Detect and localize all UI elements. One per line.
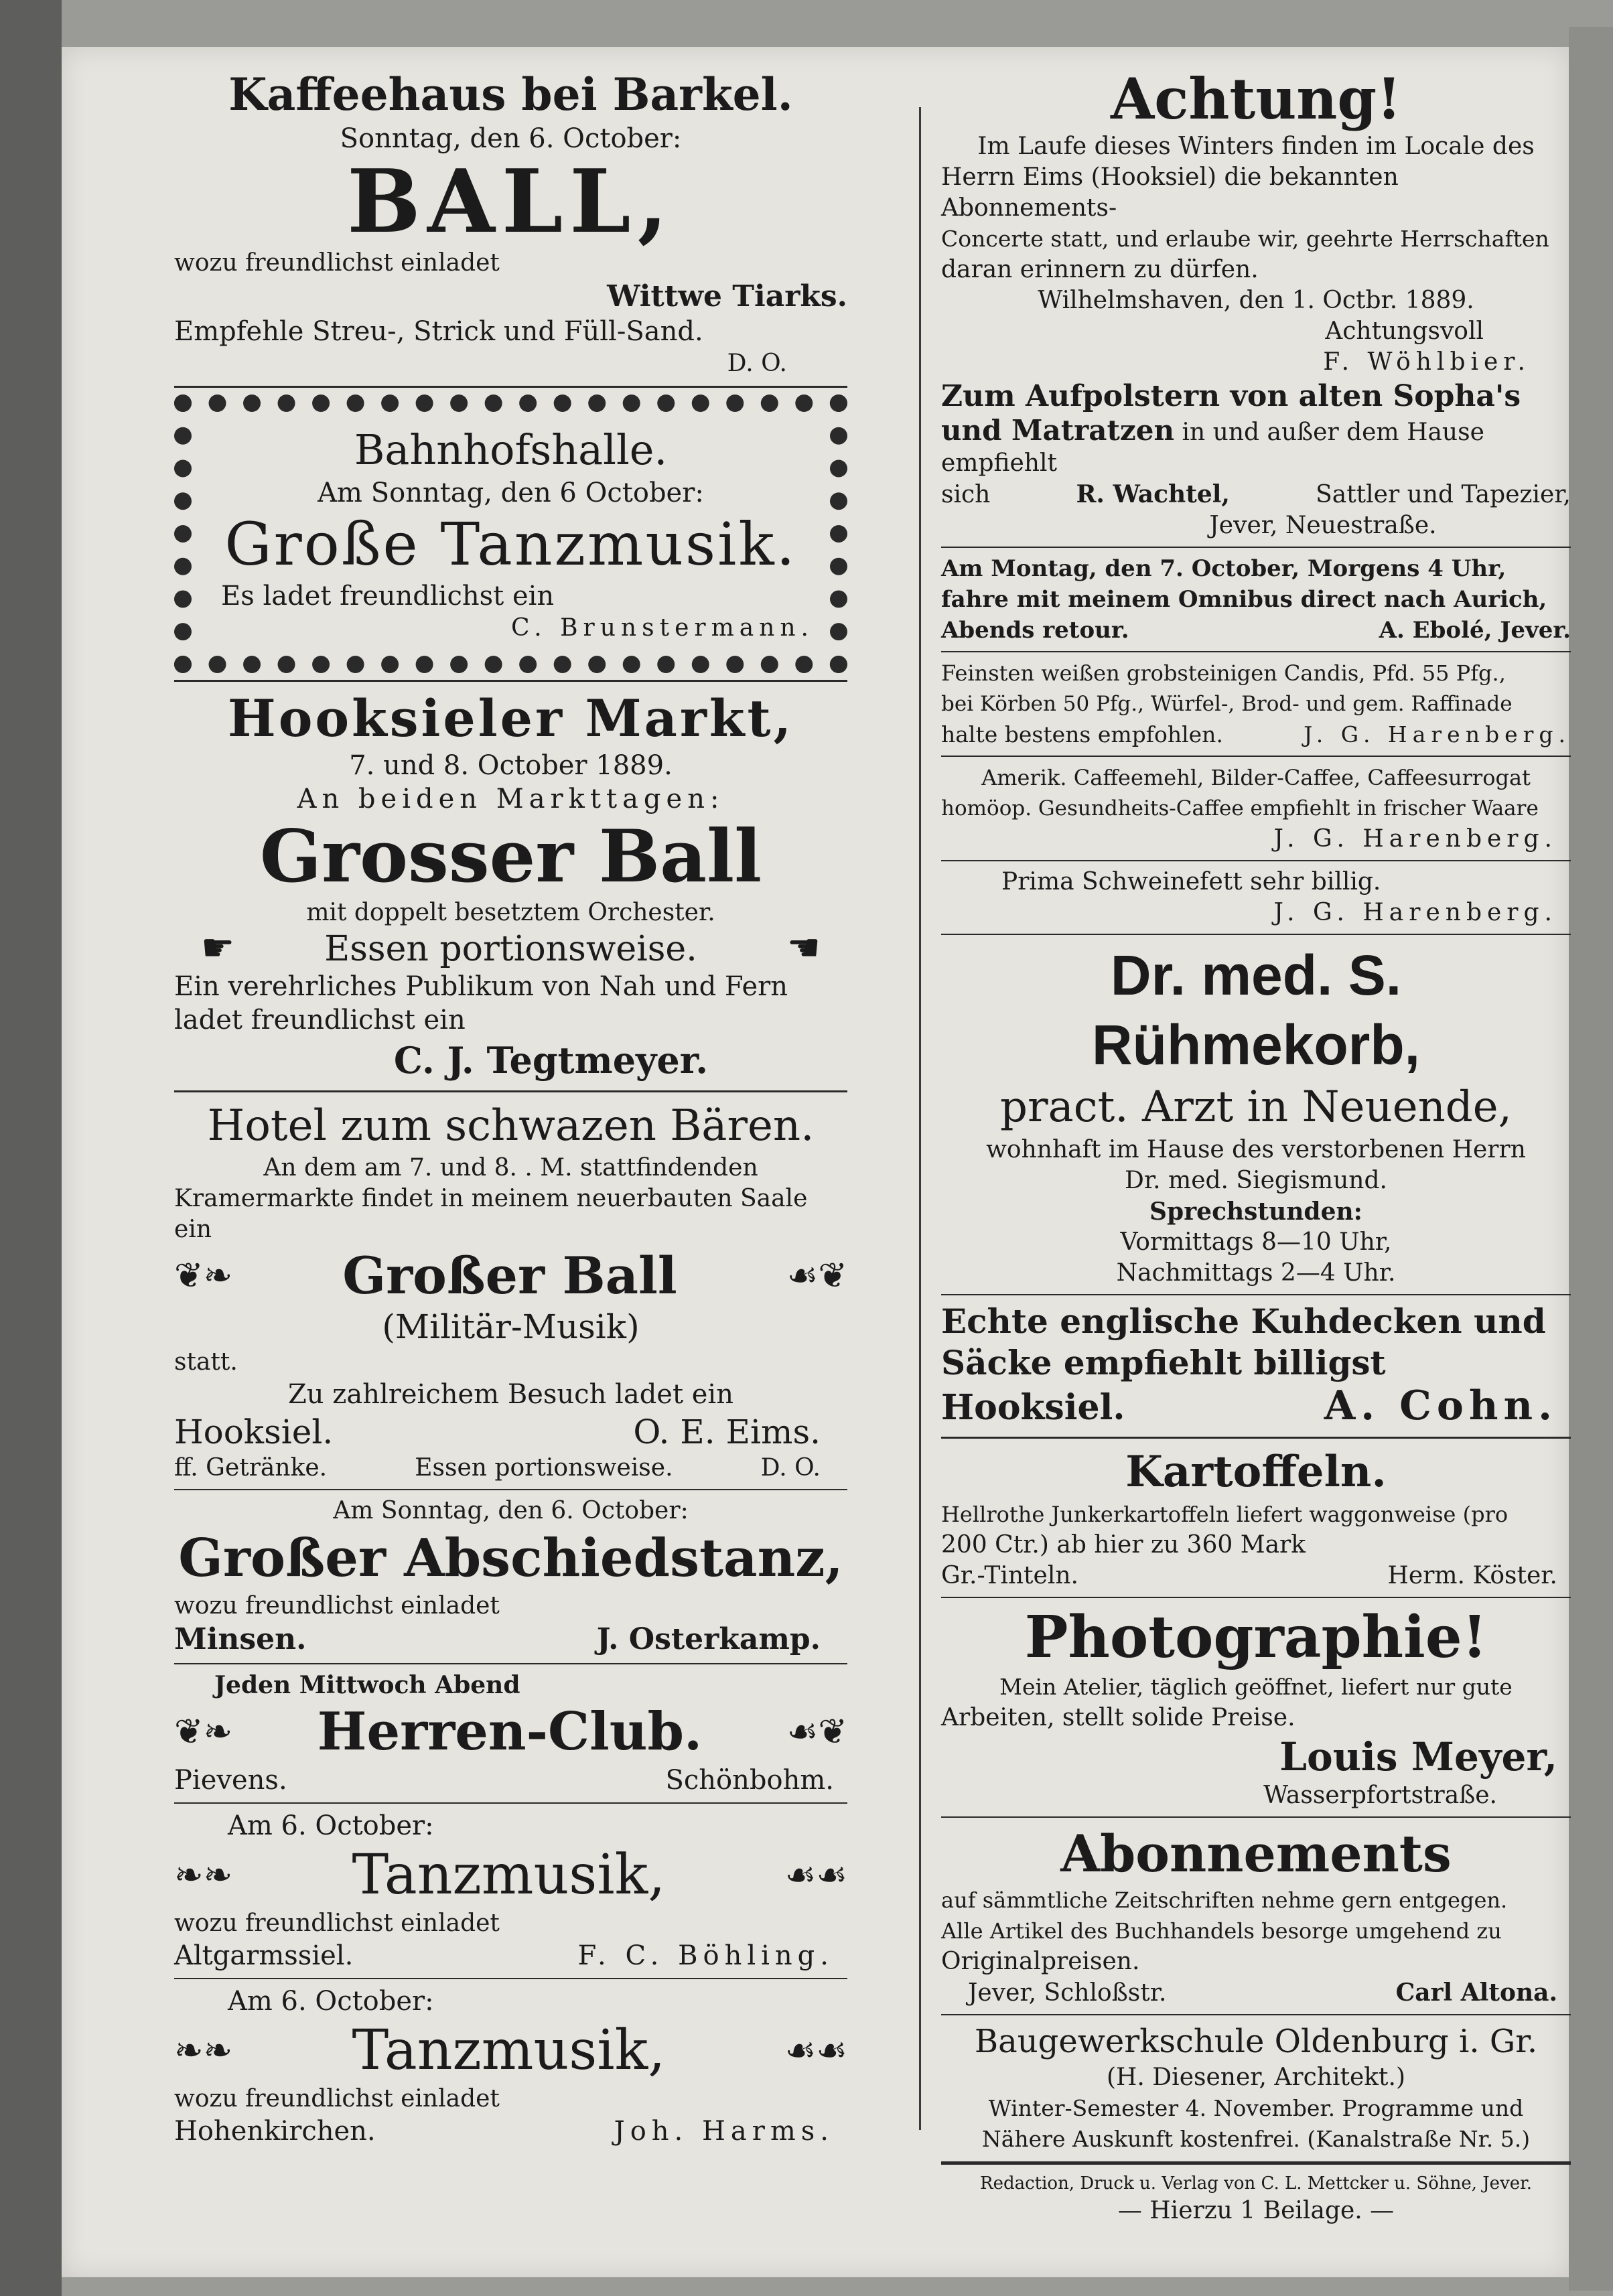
separator [174, 386, 847, 388]
separator [941, 2161, 1571, 2165]
ad-kartoffeln [941, 1445, 1571, 1591]
ad-initials: D. O. [760, 1454, 821, 1482]
separator [941, 2014, 1571, 2015]
ad-date: Am Sonntag, den 6. October: [333, 1497, 689, 1524]
ad-host: Carl Altona. [1395, 1979, 1557, 2007]
ad-hooksieler-markt [174, 689, 847, 1084]
separator [174, 1663, 847, 1664]
ad-food: Essen portionsweise. [415, 1454, 673, 1482]
ornament-right-icon: ☙☙ [784, 2031, 847, 2071]
ad-line: fahre mit meinem Omnibus direct nach Aurich, [941, 586, 1547, 613]
book-spine [0, 0, 62, 2296]
left-column [174, 67, 847, 2148]
ad-title: Dr. med. S. Rühmekorb, [1091, 944, 1421, 1076]
ad-host: C. J. Tegtmeyer. [393, 1039, 709, 1082]
ad-line: Zum Aufpolstern von alten Sopha's [941, 379, 1521, 413]
ad-abschiedstanz [174, 1496, 847, 1658]
ad-headline: Tanzmusik, [352, 1843, 666, 1907]
ad-top: Jeden Mittwoch Abend [214, 1671, 520, 1699]
ad-line: Originalpreisen. [941, 1948, 1140, 1975]
ad-line: in und außer dem Hause empfiehlt [941, 419, 1484, 477]
ad-kuhdecken [941, 1301, 1571, 1430]
ad-bahnhofshalle [174, 394, 847, 673]
ornament-left-icon: ❧❧ [174, 2031, 233, 2071]
separator [174, 1978, 847, 1979]
ad-line: Säcke empfiehlt billigst [941, 1343, 1386, 1382]
ad-invite: wozu freundlichst einladet [174, 1910, 500, 1937]
ad-title: Hooksieler Markt, [227, 689, 794, 748]
ad-line: Ein verehrliches Publikum von Nah und Fern [174, 971, 788, 1002]
ad-host: C. Brunstermann. [510, 614, 814, 642]
ad-orchestra: mit doppelt besetztem Orchester. [306, 899, 715, 926]
ad-hours-label: Sprechstunden: [1149, 1198, 1362, 1226]
ornament-right-icon: ☙❦ [786, 1256, 847, 1296]
ad-title: Achtung! [1111, 66, 1401, 132]
ad-extra: Empfehle Streu-, Strick und Füll-Sand. [174, 316, 703, 347]
ad-host: A. Ebolé, Jever. [1379, 617, 1571, 644]
ad-host: O. E. Eims. [633, 1413, 821, 1451]
ad-host: J. G. Harenberg. [1304, 721, 1571, 747]
ad-line: Abends retour. [941, 617, 1129, 644]
ornament-left-icon: ❧❧ [174, 1855, 233, 1895]
ad-line: Mein Atelier, täglich geöffnet, liefert nur gute [999, 1674, 1513, 1700]
ad-place: Minsen. [174, 1622, 307, 1656]
ad-doctor [941, 940, 1571, 1289]
pointing-hand-right-icon: ☛ [201, 926, 235, 970]
ad-hours: Vormittags 8—10 Uhr, [1120, 1228, 1392, 1256]
ad-line: und Matratzen [941, 414, 1175, 447]
ad-host: J. G. Harenberg. [1273, 825, 1557, 853]
ad-host: Schönbohm. [665, 1765, 834, 1796]
ad-line: wohnhaft im Hause des verstorbenen Herrn [986, 1136, 1526, 1163]
ad-kaffeehaus [174, 67, 847, 379]
separator [941, 651, 1571, 652]
ad-host: Herm. Köster. [1387, 1562, 1557, 1589]
ad-date: Am 6. October: [228, 1810, 434, 1841]
ad-headline: Grosser Ball [259, 814, 762, 899]
ad-title: Abonnements [1060, 1824, 1452, 1883]
ad-line: daran erinnern zu dürfen. [941, 256, 1259, 283]
ad-host: F. Wöhlbier. [1323, 348, 1531, 376]
separator [941, 1597, 1571, 1598]
ornament-left-icon: ❦❧ [174, 1256, 233, 1296]
ad-invite: Es ladet freundlichst ein [221, 581, 555, 612]
ad-baugewerkschule [941, 2021, 1571, 2155]
ad-title: Kartoffeln. [1125, 1447, 1387, 1497]
imprint-line: — Hierzu 1 Beilage. — [1117, 2197, 1395, 2224]
separator [941, 1437, 1571, 1439]
ad-abonnements [941, 1823, 1571, 2009]
ad-food: Essen portionsweise. [324, 929, 697, 969]
ad-line: Dr. med. Siegismund. [1125, 1167, 1387, 1194]
ad-host: Wittwe Tiarks. [607, 279, 847, 313]
ad-subtitle: An beiden Markttagen: [297, 784, 725, 814]
ad-headline: Herren-Club. [317, 1701, 703, 1762]
ad-subtitle: pract. Arzt in Neuende, [1000, 1082, 1512, 1132]
ad-line: Am Montag, den 7. October, Morgens 4 Uhr, [941, 555, 1506, 582]
ad-tanzmusik-altgarmssiel [174, 1809, 847, 1972]
separator [174, 1802, 847, 1804]
ad-host: Joh. Harms. [614, 2116, 834, 2147]
column-divider [919, 107, 921, 2130]
separator [941, 1294, 1571, 1295]
separator [174, 1090, 847, 1092]
ad-line: 200 Ctr.) ab hier zu 360 Mark [941, 1531, 1306, 1559]
ad-candis [941, 658, 1571, 750]
ad-line: homöop. Gesundheits-Caffee empfiehlt in frischer Waare [941, 796, 1539, 820]
ad-title: Photographie! [1024, 1603, 1488, 1671]
ad-place: Hooksiel. [174, 1413, 334, 1451]
ad-date: Am 6. October: [228, 1986, 434, 2017]
ad-headline: Große Tanzmusik. [224, 510, 797, 579]
ad-headline: Tanzmusik, [352, 2019, 666, 2082]
ad-place: Hooksiel. [941, 1387, 1125, 1428]
ad-line: Achtungsvoll [1325, 317, 1484, 345]
ad-host: J. G. Harenberg. [1273, 899, 1557, 926]
ad-invite: Zu zahlreichem Besuch ladet ein [288, 1379, 733, 1410]
ad-schweinefett [941, 867, 1571, 928]
ad-title: Baugewerkschule Oldenburg i. Gr. [974, 2023, 1538, 2060]
ad-title: Hotel zum schwazen Bären. [207, 1101, 815, 1151]
ad-line: halte bestens empfohlen. [941, 721, 1223, 747]
ad-invite: wozu freundlichst einladet [174, 1592, 500, 1620]
ad-tanzmusik-hohenkirchen [174, 1985, 847, 2148]
ad-line: Concerte statt, und erlaube wir, geehrte Herrschaften [941, 226, 1549, 252]
pointing-hand-left-icon: ☚ [786, 926, 821, 970]
ad-line: ladet freundlichst ein [174, 1005, 466, 1035]
ad-host: A. Cohn. [1324, 1382, 1557, 1429]
imprint [941, 2171, 1571, 2226]
ad-place: Hohenkirchen. [174, 2116, 376, 2147]
separator [941, 860, 1571, 861]
ad-line: An dem am 7. und 8. . M. stattfindenden [263, 1154, 758, 1181]
ad-music: (Militär-Musik) [382, 1307, 640, 1346]
ad-omnibus [941, 553, 1571, 646]
ad-line: Kramermarkte findet in meinem neuerbauten Saale ein [174, 1185, 808, 1243]
ornament-right-icon: ☙❦ [786, 1712, 847, 1752]
ad-place: Jever, Schloßstr. [968, 1979, 1167, 2007]
ad-place: Pievens. [174, 1765, 287, 1796]
ad-line: Nähere Auskunft kostenfrei. (Kanalstraße Nr. 5.) [981, 2126, 1531, 2152]
ad-drinks: ff. Getränke. [174, 1454, 328, 1482]
right-column [941, 67, 1571, 2226]
ad-subtitle: (H. Diesener, Architekt.) [1106, 2064, 1406, 2091]
ad-title: Bahnhofshalle. [354, 425, 668, 474]
ad-statt: statt. [174, 1348, 238, 1376]
ad-line: Amerik. Caffeemehl, Bilder-Caffee, Caffeesurrogat [981, 765, 1531, 790]
ad-line: Herrn Eims (Hooksiel) die bekannten Abonnements- [941, 163, 1399, 222]
ad-host: R. Wachtel, [1076, 480, 1230, 508]
ad-place: Gr.-Tinteln. [941, 1562, 1078, 1589]
ad-hours: Nachmittags 2—4 Uhr. [1116, 1259, 1396, 1287]
ad-street: Wasserpfortstraße. [1263, 1782, 1497, 1809]
ad-line: Winter-Semester 4. November. Programme und [988, 2095, 1524, 2121]
separator [941, 756, 1571, 757]
ad-line: Echte englische Kuhdecken und [941, 1301, 1546, 1341]
ad-line: Alle Artikel des Buchhandels besorge umgehend zu [941, 1918, 1502, 1944]
ad-host: F. C. Böhling. [577, 1940, 834, 1971]
ornament-right-icon: ☙☙ [784, 1855, 847, 1895]
ad-line: sich [941, 481, 991, 508]
ad-line: Jever, Neuestraße. [1209, 512, 1437, 539]
page-edge [1569, 27, 1613, 2291]
ad-initials: D. O. [727, 350, 787, 377]
ad-invite: wozu freundlichst einladet [174, 249, 500, 277]
separator [941, 547, 1571, 548]
separator [941, 1816, 1571, 1818]
ad-headline: Großer Ball [342, 1246, 677, 1305]
separator [174, 1489, 847, 1490]
ad-polster [941, 378, 1571, 541]
ad-headline: BALL, [347, 150, 675, 253]
separator [941, 934, 1571, 935]
ad-line: Hellrothe Junkerkartoffeln liefert waggonweise (pro [941, 1502, 1509, 1527]
ad-line: Sattler und Tapezier, [1316, 481, 1571, 508]
ad-achtung [941, 67, 1571, 378]
ad-line: Prima Schweinefett sehr billig. [1001, 868, 1381, 895]
ad-line: Arbeiten, stellt solide Preise. [941, 1704, 1295, 1731]
imprint-line: Redaction, Druck u. Verlag von C. L. Mettcker u. Söhne, Jever. [980, 2173, 1532, 2194]
ornament-left-icon: ❦❧ [174, 1712, 233, 1752]
ad-invite: wozu freundlichst einladet [174, 2085, 500, 2112]
ad-line: Wilhelmshaven, den 1. Octbr. 1889. [1038, 287, 1474, 314]
ad-date: Am Sonntag, den 6 October: [318, 478, 704, 508]
ad-line: auf sämmtliche Zeitschriften nehme gern entgegen. [941, 1887, 1508, 1913]
ad-hotel-baeren [174, 1099, 847, 1484]
ad-caffee [941, 762, 1571, 855]
ad-host: Louis Meyer, [1279, 1734, 1557, 1780]
ad-line: Feinsten weißen grobsteinigen Candis, Pfd. 55 Pfg., [941, 660, 1506, 686]
ad-line: bei Körben 50 Pfg., Würfel-, Brod- und gem. Raffinade [941, 692, 1513, 716]
ad-dates: 7. und 8. October 1889. [349, 750, 673, 781]
ad-place: Altgarmssiel. [174, 1940, 354, 1971]
separator [174, 680, 847, 682]
ad-headline: Großer Abschiedstanz, [178, 1528, 843, 1589]
ad-line: Im Laufe dieses Winters finden im Locale des [977, 133, 1535, 160]
ad-herren-club [174, 1670, 847, 1797]
ad-photographie [941, 1603, 1571, 1811]
ad-host: J. Osterkamp. [596, 1622, 821, 1656]
ad-title: Kaffeehaus bei Barkel. [228, 68, 793, 121]
ad-date: Sonntag, den 6. October: [340, 123, 682, 154]
